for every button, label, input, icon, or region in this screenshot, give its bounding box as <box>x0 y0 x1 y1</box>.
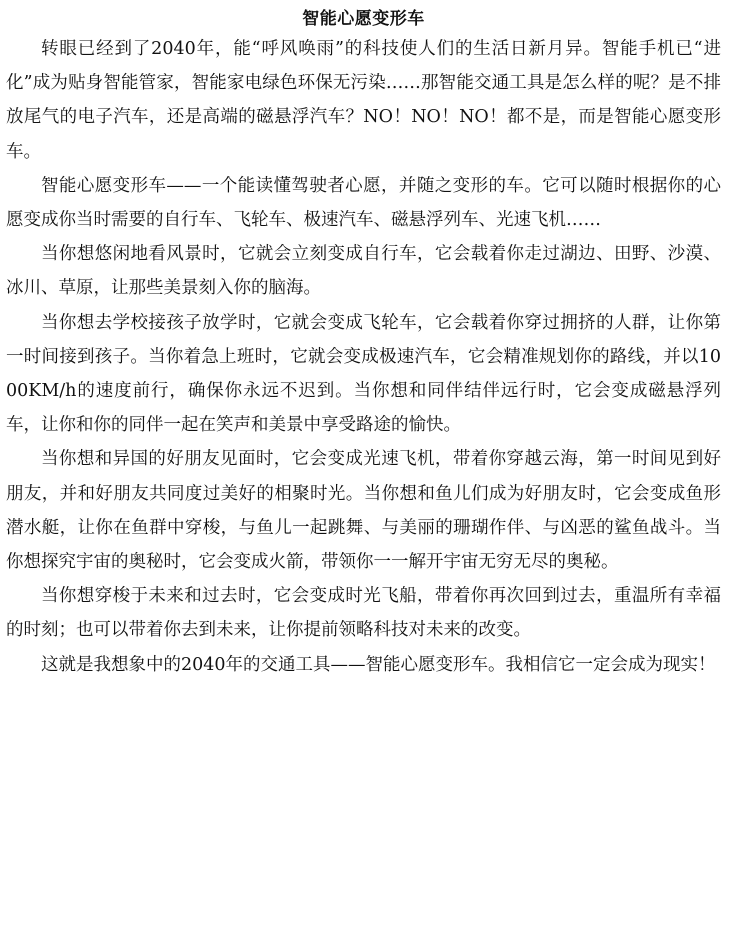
document-title: 智能心愿变形车 <box>302 9 425 29</box>
paragraph-6: 当你想穿梭于未来和过去时，它会变成时光飞船，带着你再次回到过去，重温所有幸福的时刻；也可以带着你去到未来，让你提前领略科技对未来的改变。 <box>6 586 721 641</box>
paragraph-1: 转眼已经到了2040年，能“呼风唤雨”的科技使人们的生活日新月异。智能手机已“进化”成为贴身智能管家，智能家电绿色环保无污染……那智能交通工具是怎么样的呢？是不排放尾气的电子汽车，还是高端的磁悬浮汽车？NO！NO！NO！都不是，而是智能心愿变形车。 <box>6 39 721 162</box>
paragraph-5: 当你想和异国的好朋友见面时，它会变成光速飞机，带着你穿越云海，第一时间见到好朋友，并和好朋友共同度过美好的相聚时光。当你想和鱼儿们成为好朋友时，它会变成鱼形潜水艇，让你在鱼群中穿梭，与鱼儿一起跳舞、与美丽的珊瑚作伴、与凶恶的鲨鱼战斗。当你想探究宇宙的奥秘时，它会变成火箭，带领你一一解开宇宙无穷无尽的奥秘。 <box>6 449 721 573</box>
paragraph-4: 当你想去学校接孩子放学时，它就会变成飞轮车，它会载着你穿过拥挤的人群，让你第一时间接到孩子。当你着急上班时，它就会变成极速汽车，它会精准规划你的路线，并以1000KM/h的速度前行，确保你永远不迟到。当你想和同伴结伴远行时，它会变成磁悬浮列车，让你和你的同伴一起在笑声和美景中享受路途的愉快。 <box>6 312 721 436</box>
paragraph-2: 智能心愿变形车——一个能读懂驾驶者心愿，并随之变形的车。它可以随时根据你的心愿变成你当时需要的自行车、飞轮车、极速汽车、磁悬浮列车、光速飞机…… <box>6 175 721 231</box>
paragraph-3: 当你想悠闲地看风景时，它就会立刻变成自行车，它会载着你走过湖边、田野、沙漠、冰川、草原，让那些美景刻入你的脑海。 <box>6 244 721 299</box>
paragraph-7: 这就是我想象中的2040年的交通工具——智能心愿变形车。我相信它一定会成为现实！ <box>41 654 716 675</box>
